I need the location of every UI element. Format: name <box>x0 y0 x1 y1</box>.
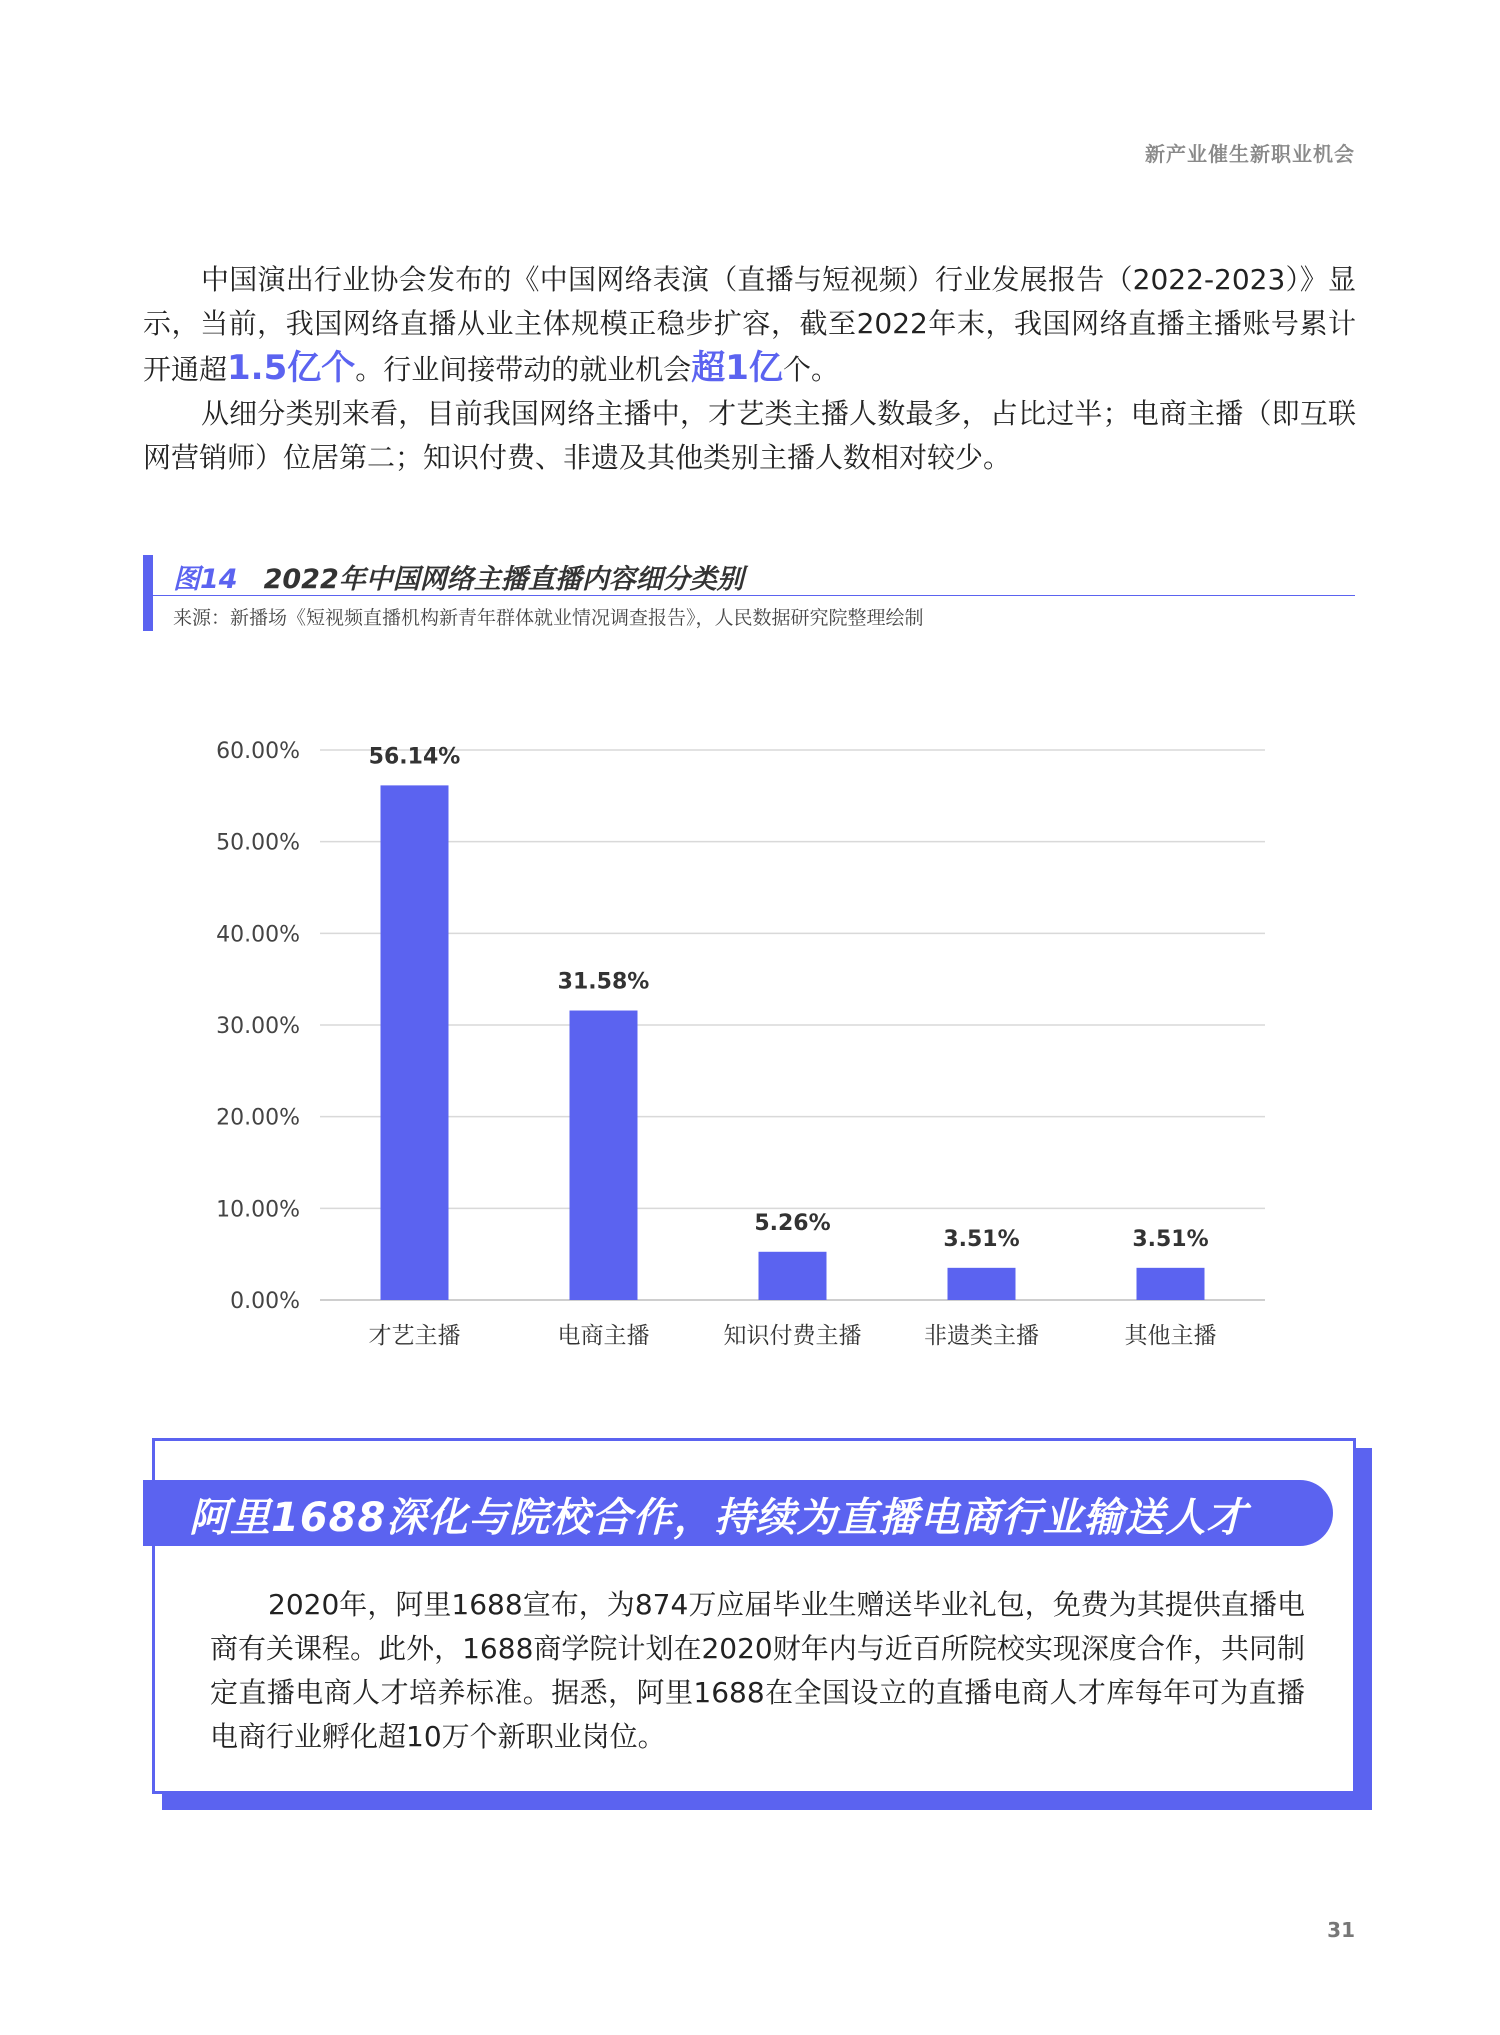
y-tick-label: 0.00% <box>230 1289 300 1314</box>
bar <box>759 1252 827 1300</box>
x-category-label: 非遗类主播 <box>924 1323 1039 1349</box>
figure-number: 图14 <box>173 564 238 595</box>
x-category-label: 知识付费主播 <box>723 1323 862 1349</box>
y-tick-label: 60.00% <box>216 739 300 764</box>
callout-body <box>210 1583 1305 1759</box>
intro-p1-text-b: 。行业间接带动的就业机会 <box>355 353 692 386</box>
y-tick-label: 30.00% <box>216 1014 300 1039</box>
bar <box>1137 1268 1205 1300</box>
bar <box>381 785 449 1300</box>
x-category-label: 电商主播 <box>557 1323 650 1349</box>
bar-value-label: 5.26% <box>754 1210 831 1236</box>
intro-p1-text-a: 中国演出行业协会发布的《中国网络表演（直播与短视频）行业发展报告（2022-2023）》显示，当前，我国网络直播从业主体规模正稳步扩容，截至2022年末，我国网络直播主播账号累计开通超 <box>143 263 1356 386</box>
page-number: 31 <box>1327 1918 1355 1942</box>
highlight-accounts: 1.5亿个 <box>227 348 356 388</box>
callout-banner <box>143 1480 1333 1546</box>
bar <box>570 1011 638 1300</box>
bar-value-label: 31.58% <box>557 969 650 995</box>
y-tick-label: 40.00% <box>216 922 300 948</box>
intro-p1-text-c: 个。 <box>782 353 839 386</box>
x-category-label: 才艺主播 <box>368 1323 461 1349</box>
section-header-title: 新产业催生新职业机会 <box>1145 142 1355 166</box>
y-tick-label: 20.00% <box>216 1105 300 1131</box>
figure-source: 来源：新播场《短视频直播机构新青年群体就业情况调查报告》，人民数据研究院整理绘制 <box>173 607 924 629</box>
y-tick-label: 50.00% <box>216 830 300 856</box>
figure-title: 2022年中国网络主播直播内容细分类别 <box>263 564 744 595</box>
bar-value-label: 3.51% <box>1132 1226 1209 1252</box>
bar-value-label: 3.51% <box>943 1226 1020 1252</box>
y-tick-label: 10.00% <box>216 1197 300 1223</box>
intro-paragraph-2: 从细分类别来看，目前我国网络主播中，才艺类主播人数最多，占比过半；电商主播（即互联网营销师）位居第二；知识付费、非遗及其他类别主播人数相对较少。 <box>143 397 1356 474</box>
bar <box>948 1268 1016 1300</box>
bar-value-label: 56.14% <box>368 744 461 770</box>
callout-paragraph: 2020年，阿里1688宣布，为874万应届毕业生赠送毕业礼包，免费为其提供直播电商有关课程。此外，1688商学院计划在2020财年内与近百所院校实现深度合作，共同制定直播电商人才培养标准。据悉，阿里1688在全国设立的直播电商人才库每年可为直播电商行业孵化超10万个新职业岗位。 <box>210 1588 1305 1753</box>
highlight-jobs: 超1亿 <box>691 348 783 388</box>
x-category-label: 其他主播 <box>1124 1323 1217 1349</box>
callout-title: 阿里1688深化与院校合作，持续为直播电商行业输送人才 <box>189 1495 1248 1541</box>
